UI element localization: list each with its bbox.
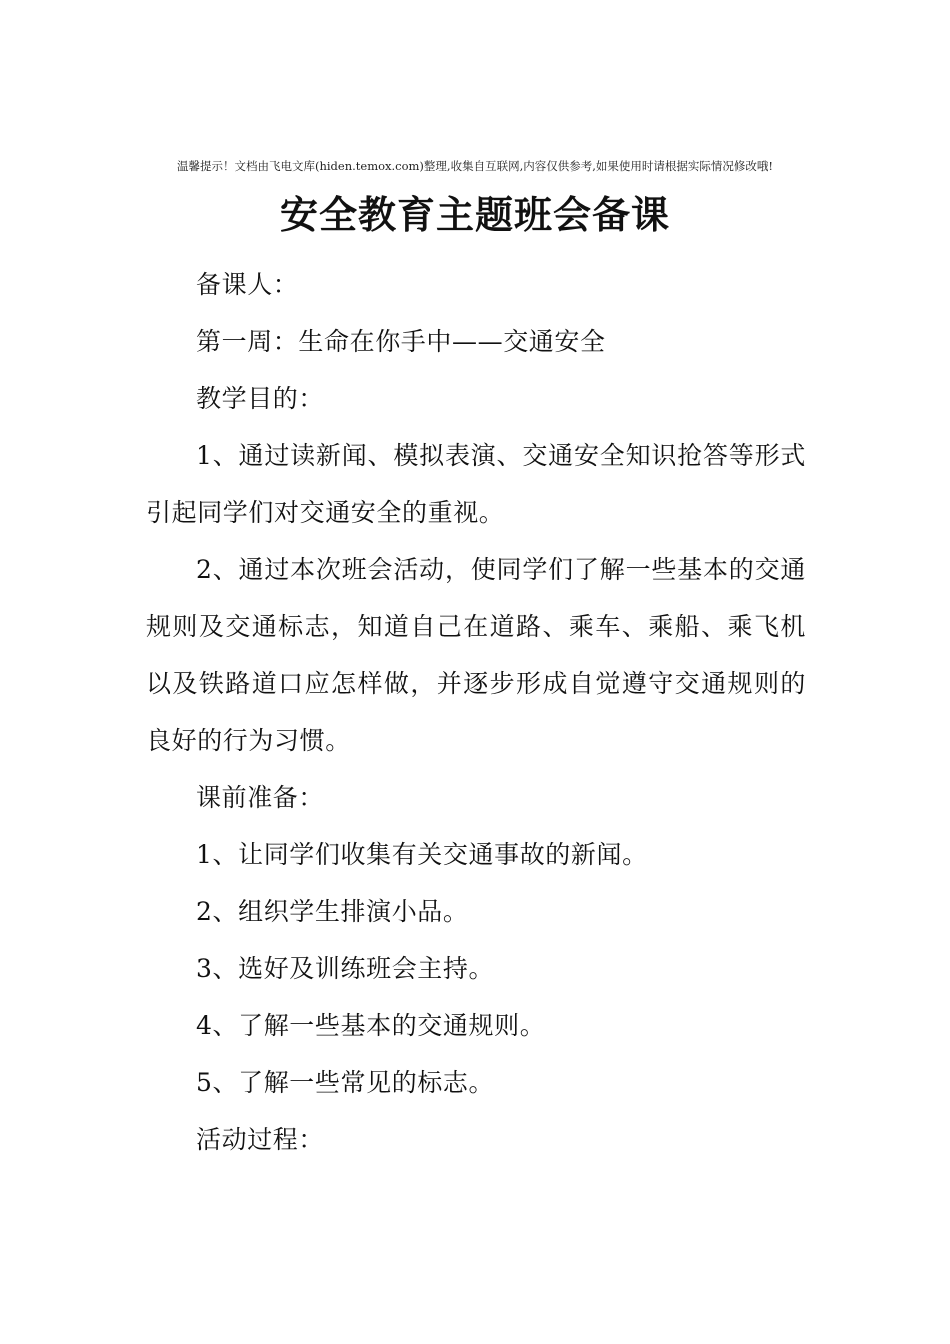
preparation-item-4: 4、了解一些基本的交通规则。 <box>196 1011 546 1040</box>
document-title: 安全教育主题班会备课 <box>279 192 670 237</box>
week-topic: 第一周：生命在你手中——交通安全 <box>196 327 606 356</box>
preparation-item-1: 1、让同学们收集有关交通事故的新闻。 <box>196 840 648 869</box>
section-heading-objectives: 教学目的： <box>196 384 325 413</box>
header-notice: 温馨提示！文档由飞电文库(hiden.temox.com)整理,收集自互联网,内容仅供参考,如果使用时请根据实际情况修改哦! <box>176 159 774 173</box>
section-heading-preparation: 课前准备： <box>196 783 325 812</box>
preparation-item-3: 3、选好及训练班会主持。 <box>196 954 495 983</box>
objective-item-1: 1、通过读新闻、模拟表演、交通安全知识抢答等形式引起同学们对交通安全的重视。 <box>146 441 806 527</box>
document-body <box>146 256 806 1168</box>
preparation-item-5: 5、了解一些常见的标志。 <box>196 1068 495 1097</box>
objective-item-2: 2、通过本次班会活动，使同学们了解一些基本的交通规则及交通标志，知道自己在道路、乘车、乘船、乘飞机以及铁路道口应怎样做，并逐步形成自觉遵守交通规则的良好的行为习惯。 <box>146 555 806 755</box>
section-heading-process: 活动过程： <box>196 1125 325 1154</box>
preparer-label: 备课人： <box>196 270 299 299</box>
preparation-item-2: 2、组织学生排演小品。 <box>196 897 469 926</box>
